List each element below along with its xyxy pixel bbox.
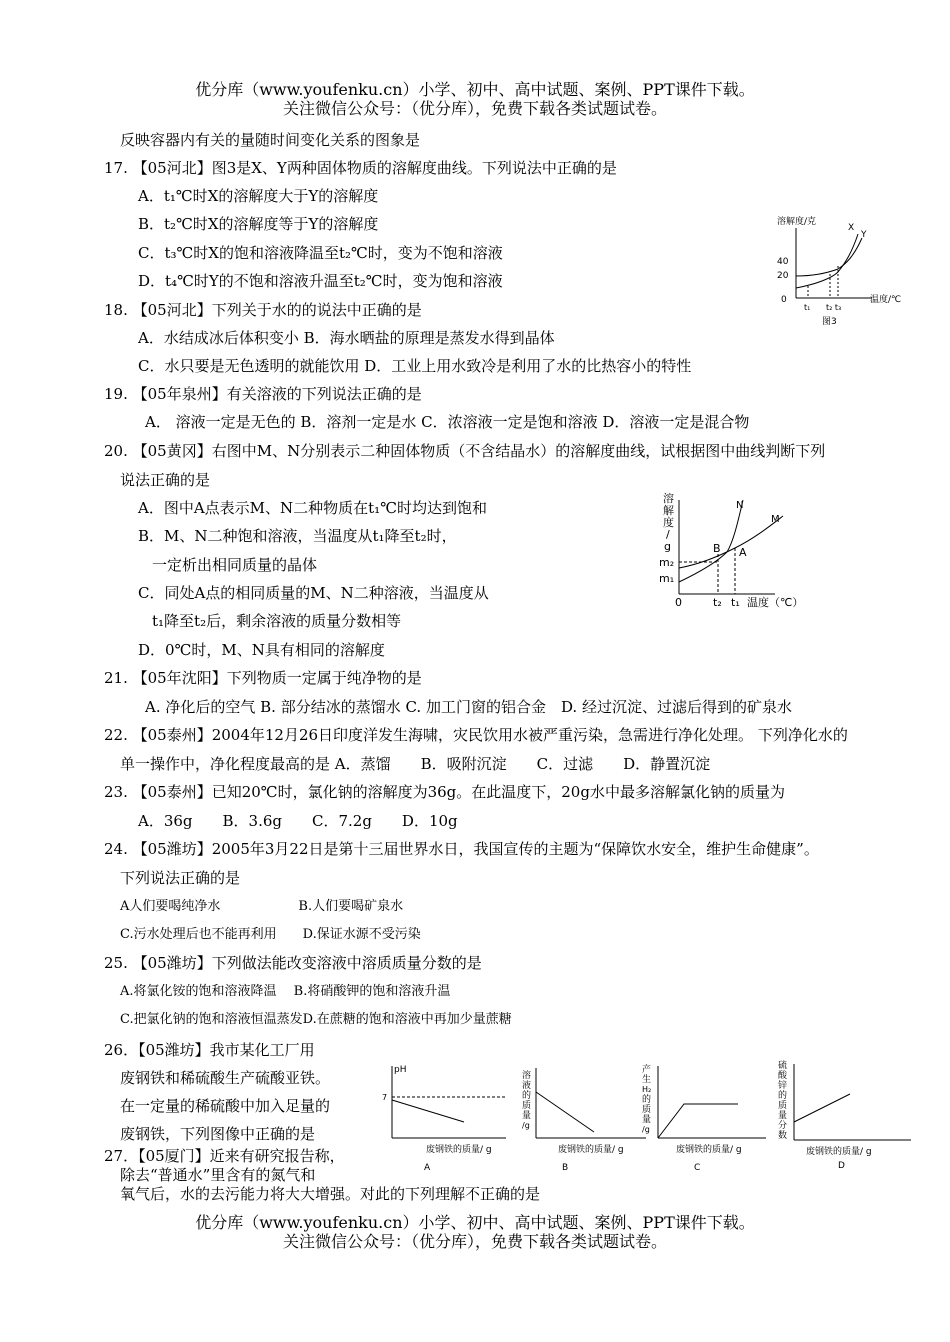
q25-options-ab: A.将氯化铵的饱和溶液降温 B.将硝酸钾的饱和溶液升温 xyxy=(120,984,451,999)
graph-b-ylabel-2: 的 xyxy=(522,1091,532,1101)
fig20-tick-m1: m₁ xyxy=(659,572,675,585)
graph-a-ylabel: pH xyxy=(394,1065,407,1075)
fig20-ylabel-0: 溶 xyxy=(663,492,674,505)
graph-c-label: C xyxy=(694,1163,701,1173)
intro-text: 反映容器内有关的量随时间变化关系的图象是 xyxy=(120,131,421,149)
graph-c-ylabel-5: 量 xyxy=(642,1115,652,1125)
q24-options-ab: A人们要喝纯净水 B.人们要喝矿泉水 xyxy=(120,899,404,914)
fig3-label-x: X xyxy=(848,223,855,233)
graph-a-xlabel: 废钢铁的质量/ g xyxy=(426,1145,492,1155)
graph-d-ylabel-7: 数 xyxy=(778,1131,788,1141)
graph-c-xlabel: 废钢铁的质量/ g xyxy=(676,1145,742,1155)
header-line-1: 优分库（www.youfenku.cn）小学、初中、高中试题、案例、PPT课件下载。 xyxy=(195,80,755,99)
q24-options-cd: C.污水处理后也不能再利用 D.保证水源不受污染 xyxy=(120,927,421,942)
q24-line-2: 下列说法正确的是 xyxy=(120,869,241,887)
graph-d-ylabel-5: 量 xyxy=(778,1111,788,1121)
fig20-xlabel: 温度（℃） xyxy=(747,596,804,609)
fig20-curve-n xyxy=(679,500,743,582)
fig20-tick-t2: t₂ xyxy=(713,596,722,609)
graph-d-ylabel-3: 的 xyxy=(778,1091,788,1101)
graph-d-line xyxy=(794,1094,850,1122)
q26-graph-b xyxy=(516,1060,656,1175)
q20-option-a: A．图中A点表示M、N二种物质在t₁℃时均达到饱和 xyxy=(138,499,487,517)
q18-options-cd: C．水只要是无色透明的就能饮用 D．工业上用水致冷是利用了水的比热容小的特性 xyxy=(138,357,692,375)
graph-b-ylabel-0: 溶 xyxy=(522,1071,532,1081)
q25-stem: 25. 【05潍坊】下列做法能改变溶液中溶质质量分数的是 xyxy=(104,954,482,972)
header-line-2: 关注微信公众号：（优分库），免费下载各类试题试卷。 xyxy=(282,99,667,118)
graph-b-line xyxy=(536,1092,594,1132)
graph-a-label: A xyxy=(424,1163,431,1173)
fig20-label-n: N xyxy=(736,500,744,511)
figure-q20-solubility-chart xyxy=(655,490,825,615)
graph-d-ylabel-4: 质 xyxy=(778,1101,788,1111)
q17-option-a: A．t₁℃时X的溶解度大于Y的溶解度 xyxy=(138,187,379,205)
fig3-caption: 图3 xyxy=(822,317,837,327)
q27-line-2: 除去“普通水”里含有的氮气和 xyxy=(120,1166,316,1184)
q24-line-1: 24. 【05潍坊】2005年3月22日是第十三届世界水日，我国宣传的主题为“保障饮水安全，维护生命健康”。 xyxy=(104,840,819,858)
q23-options: A．36g B．3.6g C．7.2g D．10g xyxy=(138,812,458,830)
q26-line-1: 26．【05潍坊】我市某化工厂用 xyxy=(104,1041,315,1059)
graph-b-ylabel-4: 量 xyxy=(522,1111,532,1121)
graph-c-ylabel-3: 的 xyxy=(642,1095,652,1105)
graph-c-ylabel-4: 质 xyxy=(642,1105,652,1115)
fig20-ylabel-4: g xyxy=(664,540,671,553)
q20-stem-1: 20. 【05黄冈】右图中M、N分别表示二种固体物质（不含结晶水）的溶解度曲线，试根据图中曲线判断下列 xyxy=(104,442,826,460)
fig3-tick-t1: t₁ xyxy=(804,303,811,312)
q27-line-1: 27．【05厦门】近来有研究报告称， xyxy=(104,1147,345,1165)
fig20-tick-m2: m₂ xyxy=(659,556,675,569)
q20-stem-2: 说法正确的是 xyxy=(120,471,211,489)
fig20-tick-0: 0 xyxy=(675,596,682,609)
q18-stem: 18. 【05河北】下列关于水的的说法中正确的是 xyxy=(104,301,422,319)
graph-b-ylabel-1: 液 xyxy=(522,1081,532,1091)
figure-3-solubility-chart xyxy=(772,212,922,332)
q21-stem: 21. 【05年沈阳】下列物质一定属于纯净物的是 xyxy=(104,669,422,687)
q26-line-3: 在一定量的稀硫酸中加入足量的 xyxy=(120,1097,331,1115)
fig20-tick-t1: t₁ xyxy=(731,596,740,609)
q22-line-1: 22. 【05泰州】2004年12月26日印度洋发生海啸，灾民饮用水被严重污染，急需进行净化处理。 下列净化水的 xyxy=(104,726,848,744)
q17-option-c: C．t₃℃时X的饱和溶液降温至t₂℃时，变为不饱和溶液 xyxy=(138,244,503,262)
q17-option-b: B．t₂℃时X的溶解度等于Y的溶解度 xyxy=(138,215,379,233)
graph-b-xlabel: 废钢铁的质量/ g xyxy=(558,1145,624,1155)
fig3-label-y: Y xyxy=(861,230,867,240)
q20-option-b-1: B．M、N二种饱和溶液，当温度从t₁降至t₂时， xyxy=(138,527,457,545)
q18-options-ab: A．水结成冰后体积变小 B．海水晒盐的原理是蒸发水得到晶体 xyxy=(138,329,555,347)
graph-c-line xyxy=(658,1104,738,1138)
fig20-curve-m xyxy=(679,516,783,568)
graph-d-ylabel-0: 硫 xyxy=(778,1061,788,1071)
q17-stem: 17. 【05河北】图3是X、Y两种固体物质的溶解度曲线。下列说法中正确的是 xyxy=(104,159,617,177)
q26-line-2: 废钢铁和稀硫酸生产硫酸亚铁。 xyxy=(120,1069,331,1087)
graph-d-label: D xyxy=(838,1161,845,1171)
q26-graph-d xyxy=(776,1058,926,1173)
fig3-tick-0: 0 xyxy=(781,295,787,305)
graph-a-line xyxy=(392,1100,464,1122)
q20-option-c-1: C．同处A点的相同质量的M、N二种溶液，当温度从 xyxy=(138,584,489,602)
graph-c-ylabel-2: H₂ xyxy=(642,1085,652,1094)
graph-c-ylabel-0: 产 xyxy=(642,1065,652,1075)
q27-line-3: 氧气后，水的去污能力将大大增强。对此的下列理解不正确的是 xyxy=(120,1185,541,1203)
fig3-curve-y xyxy=(796,238,862,276)
fig20-ylabel-3: / xyxy=(666,528,670,541)
footer-line-1: 优分库（www.youfenku.cn）小学、初中、高中试题、案例、PPT课件下载。 xyxy=(195,1213,755,1232)
q20-option-b-2: 一定析出相同质量的晶体 xyxy=(152,556,318,574)
q19-options: A． 溶液一定是无色的 B．溶剂一定是水 C．浓溶液一定是饱和溶液 D．溶液一定是混合物 xyxy=(145,413,750,431)
graph-b-ylabel-3: 质 xyxy=(522,1101,532,1111)
fig3-curve-x xyxy=(796,234,858,288)
fig20-point-a: A xyxy=(739,546,747,559)
fig20-ylabel-2: 度 xyxy=(663,516,674,529)
q26-graph-c xyxy=(636,1060,776,1175)
footer-line-2: 关注微信公众号：（优分库），免费下载各类试题试卷。 xyxy=(282,1232,667,1251)
graph-b-label: B xyxy=(562,1163,569,1173)
graph-c-ylabel-1: 生 xyxy=(642,1075,652,1085)
fig3-tick-t2-t3: t₂ t₃ xyxy=(826,303,842,312)
q17-option-d: D．t₄℃时Y的不饱和溶液升温至t₂℃时，变为饱和溶液 xyxy=(138,272,503,290)
q20-option-c-2: t₁降至t₂后，剩余溶液的质量分数相等 xyxy=(152,612,402,630)
graph-a-tick-7: 7 xyxy=(382,1093,388,1102)
fig20-label-m: M xyxy=(771,514,780,525)
graph-d-ylabel-1: 酸 xyxy=(778,1071,788,1081)
fig3-tick-40: 40 xyxy=(777,257,789,267)
fig20-ylabel-1: 解 xyxy=(663,504,674,517)
fig3-tick-20: 20 xyxy=(777,271,789,281)
graph-c-ylabel-6: /g xyxy=(642,1125,650,1134)
q22-line-2: 单一操作中，净化程度最高的是 A．蒸馏 B．吸附沉淀 C．过滤 D．静置沉淀 xyxy=(120,755,711,773)
fig3-xlabel: 温度/℃ xyxy=(870,295,902,305)
graph-d-ylabel-2: 锌 xyxy=(778,1081,788,1091)
q25-options-cd: C.把氯化钠的饱和溶液恒温蒸发D.在蔗糖的饱和溶液中再加少量蔗糖 xyxy=(120,1012,512,1027)
fig20-point-b: B xyxy=(713,542,721,555)
fig3-ylabel: 溶解度/克 xyxy=(777,217,817,227)
graph-d-xlabel: 废钢铁的质量/ g xyxy=(806,1147,872,1157)
q26-graph-a xyxy=(378,1060,518,1175)
q21-options: A. 净化后的空气 B. 部分结冰的蒸馏水 C. 加工门窗的铝合金 D. 经过沉淀、过滤后得到的矿泉水 xyxy=(145,698,792,716)
q20-option-d: D．0℃时，M、N具有相同的溶解度 xyxy=(138,641,385,659)
q26-line-4: 废钢铁，下列图像中正确的是 xyxy=(120,1125,316,1143)
graph-b-ylabel-5: /g xyxy=(522,1121,530,1130)
graph-d-ylabel-6: 分 xyxy=(778,1121,788,1131)
q23-stem: 23. 【05泰州】已知20℃时，氯化钠的溶解度为36g。在此温度下，20g水中最多溶解氯化钠的质量为 xyxy=(104,783,785,801)
q19-stem: 19. 【05年泉州】有关溶液的下列说法正确的是 xyxy=(104,385,422,403)
